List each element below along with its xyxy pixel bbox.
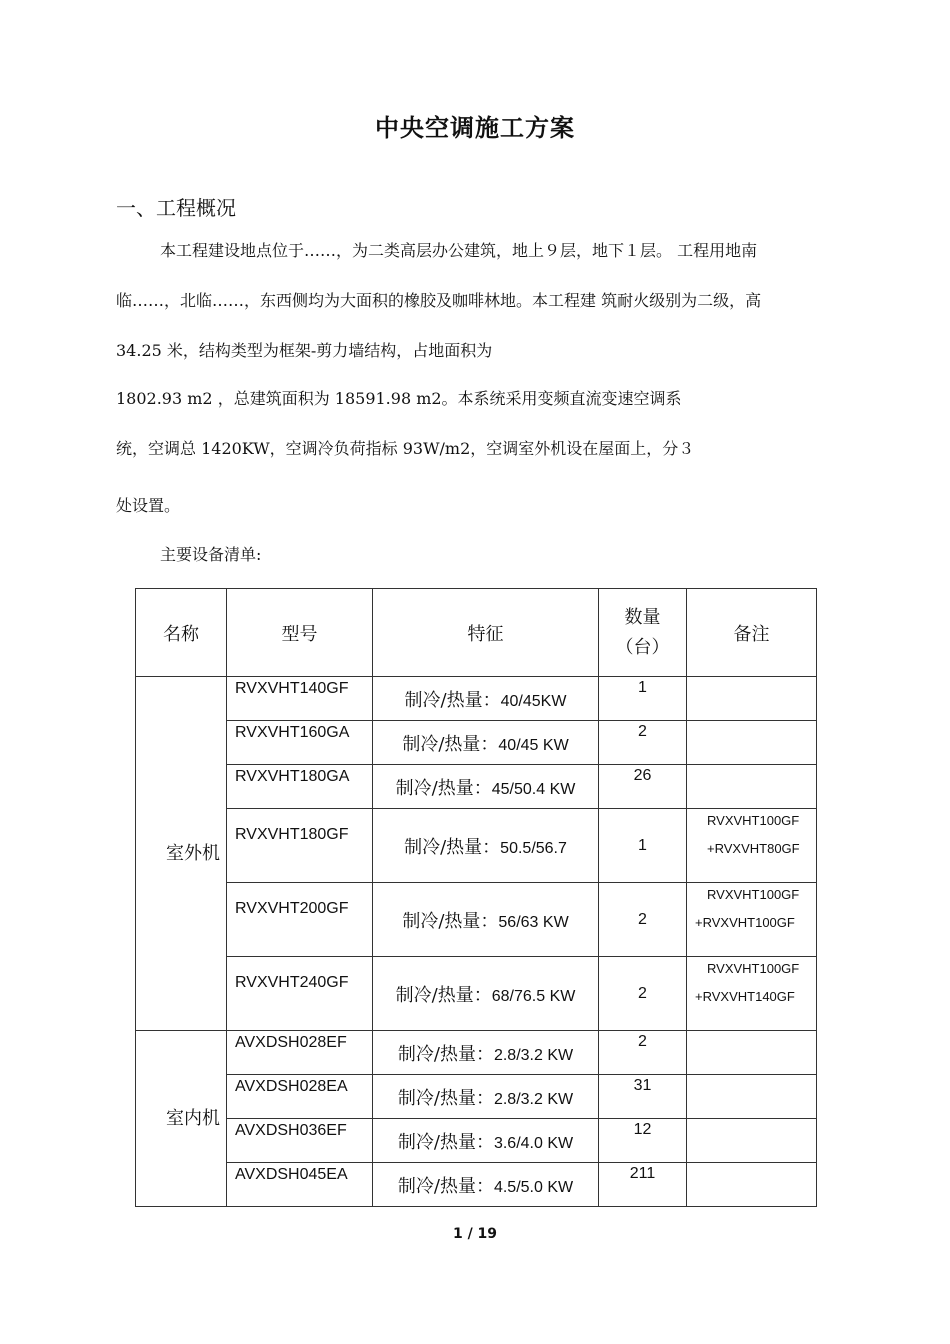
feature-cell: 制冷/热量：3.6/4.0 KW [373,1119,599,1163]
paragraph-line: 统，空调总 1420KW，空调冷负荷指标 93W/m2，空调室外机设在屋面上，分３ [116,439,695,458]
table-row [136,721,817,765]
note-cell [687,1163,817,1207]
table-row [136,957,817,1031]
quantity-cell: 26 [599,765,687,809]
feature-cell: 制冷/热量：40/45KW [373,677,599,721]
note-cell [687,721,817,765]
paragraph-line: 34.25 米，结构类型为框架-剪力墙结构，占地面积为 [116,341,493,360]
paragraph-line: 临……，北临……，东西侧均为大面积的橡胶及咖啡林地。本工程建 筑耐火级别为二级，高 [116,291,762,310]
model-cell: RVXVHT140GF [227,677,373,721]
paragraph-line: 1802.93 m2 ，总建筑面积为 18591.98 m2。本系统采用变频直流变速空调系 [116,389,682,408]
quantity-cell: 2 [599,721,687,765]
table-row [136,1031,817,1075]
equipment-list-title: 主要设备清单: [160,545,262,564]
table-row [136,1075,817,1119]
table-row [136,677,817,721]
feature-cell: 制冷/热量：45/50.4 KW [373,765,599,809]
quantity-cell: 211 [599,1163,687,1207]
document-title: 中央空调施工方案 [375,114,575,142]
quantity-cell: 2 [599,957,687,1031]
note-cell [687,677,817,721]
table-header-row [136,589,817,677]
feature-cell: 制冷/热量：50.5/56.7 [373,809,599,883]
section-heading: 一、工程概况 [116,196,236,220]
feature-cell: 制冷/热量：2.8/3.2 KW [373,1075,599,1119]
note-cell: RVXVHT100GF +RVXVHT100GF [687,883,817,957]
note-cell [687,1119,817,1163]
table-row [136,809,817,883]
feature-cell: 制冷/热量：2.8/3.2 KW [373,1031,599,1075]
model-cell: RVXVHT160GA [227,721,373,765]
feature-cell: 制冷/热量：40/45 KW [373,721,599,765]
feature-cell: 制冷/热量：56/63 KW [373,883,599,957]
group-indoor-unit: 室内机 [136,1031,227,1207]
note-cell [687,765,817,809]
table-row [136,883,817,957]
model-cell: AVXDSH045EA [227,1163,373,1207]
header-model: 型号 [227,589,373,677]
page-number: 1 / 19 [452,1226,498,1242]
note-cell [687,1031,817,1075]
model-cell: RVXVHT200GF [227,883,373,957]
quantity-cell: 1 [599,809,687,883]
paragraph-line: 本工程建设地点位于……，为二类高层办公建筑，地上９层，地下１层。 工程用地南 [160,241,758,260]
group-outdoor-unit: 室外机 [136,677,227,1031]
model-cell: AVXDSH028EF [227,1031,373,1075]
table-row [136,765,817,809]
feature-cell: 制冷/热量：68/76.5 KW [373,957,599,1031]
equipment-table [135,588,817,1207]
note-cell [687,1075,817,1119]
quantity-cell: 31 [599,1075,687,1119]
header-note: 备注 [687,589,817,677]
note-cell: RVXVHT100GF +RVXVHT80GF [687,809,817,883]
quantity-cell: 2 [599,883,687,957]
header-name: 名称 [136,589,227,677]
header-quantity [599,589,687,677]
feature-cell: 制冷/热量：4.5/5.0 KW [373,1163,599,1207]
model-cell: RVXVHT180GF [227,809,373,883]
model-cell: AVXDSH028EA [227,1075,373,1119]
model-cell: RVXVHT180GA [227,765,373,809]
header-feature: 特征 [373,589,599,677]
note-cell: RVXVHT100GF +RVXVHT140GF [687,957,817,1031]
header-quantity-label: 数量 [624,606,661,628]
table-row [136,1119,817,1163]
model-cell: RVXVHT240GF [227,957,373,1031]
paragraph-line: 处设置。 [116,496,181,515]
quantity-cell: 2 [599,1031,687,1075]
quantity-cell: 12 [599,1119,687,1163]
quantity-cell: 1 [599,677,687,721]
model-cell: AVXDSH036EF [227,1119,373,1163]
table-row [136,1163,817,1207]
header-quantity-unit: （台） [615,636,670,658]
